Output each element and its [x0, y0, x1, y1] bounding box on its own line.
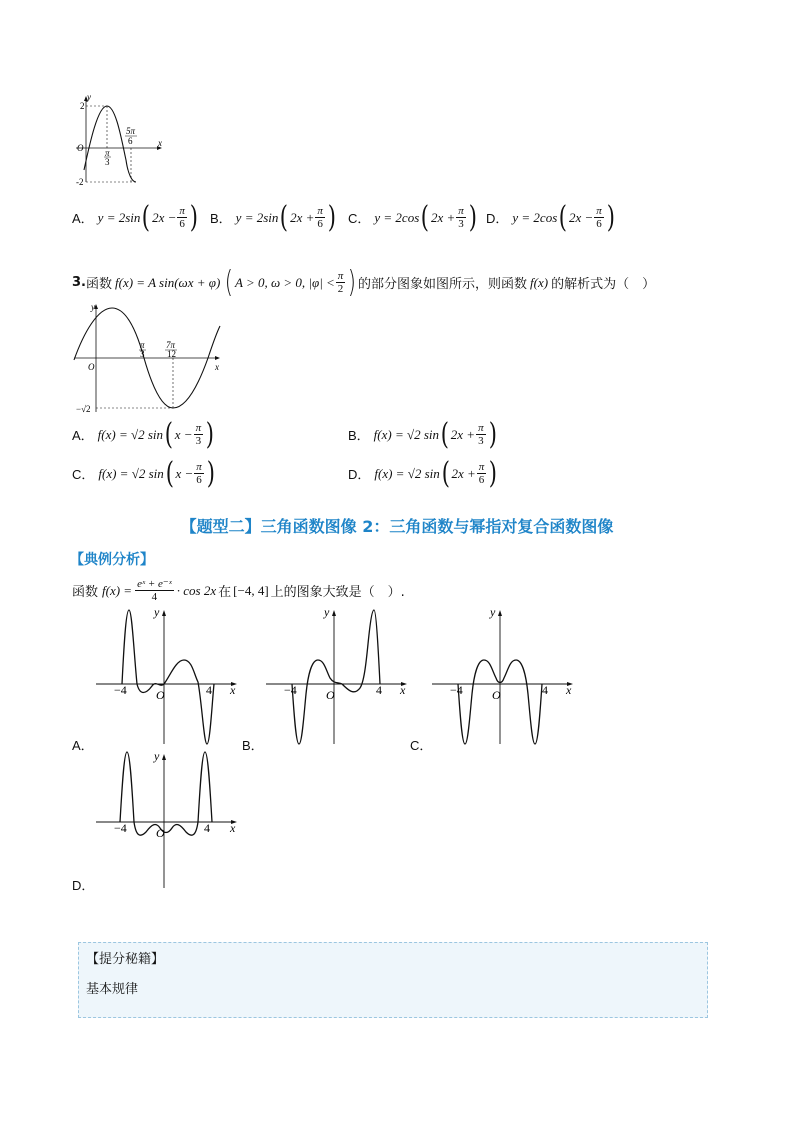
svg-text:O: O — [326, 688, 335, 702]
q3-option-d[interactable]: D． f(x) = √2 sin ( 2x + $\frac{\pi}{6}$ ) — [348, 455, 498, 491]
graph-q2 — [70, 92, 170, 192]
svg-text:y: y — [154, 605, 160, 619]
answer-graph-a — [94, 604, 244, 746]
graph2-tick1-num: π — [140, 340, 145, 350]
tip-box — [78, 942, 708, 1018]
answer-label-b[interactable]: B． — [242, 738, 264, 753]
svg-text:O: O — [492, 688, 501, 702]
svg-text:4: 4 — [206, 683, 212, 697]
answer-label-c[interactable]: C． — [410, 738, 433, 753]
graph2-tick2-num: 7π — [166, 340, 176, 350]
answer-graph-b — [264, 604, 414, 746]
svg-text:−4: −4 — [284, 683, 297, 697]
graph2-y-label: y — [91, 302, 95, 312]
answer-graph-d — [94, 748, 244, 890]
svg-text:4: 4 — [376, 683, 382, 697]
graph1-y-bottom: -2 — [76, 177, 84, 187]
q3-option-c[interactable]: C． f(x) = √2 sin ( x − $\frac{\pi}{6}$ ) — [72, 455, 215, 491]
svg-text:−4: −4 — [114, 683, 127, 697]
graph2-x-label: x — [215, 362, 219, 372]
q3-option-a[interactable]: A． f(x) = √2 sin ( x − $\frac{\pi}{3}$ ) — [72, 416, 215, 452]
sub-title: 【典例分析】 — [70, 552, 154, 568]
graph2-y-bottom: −√2 — [76, 404, 91, 414]
q3-stem: 3. 函数 f(x) = A sin(ωx + φ) ( A > 0, ω > 0, |φ| < $\frac{\pi}{2}$ ) 的部分图象如图所示，则函数 f(x) 的解析式为（ ） — [72, 264, 656, 300]
svg-text:4: 4 — [204, 821, 210, 835]
graph1-tick2-num: 5π — [126, 126, 136, 136]
graph1-x-label: x — [158, 138, 162, 148]
answer-graph-c — [430, 604, 580, 746]
tip-title: 【提分秘籍】 — [86, 952, 165, 967]
svg-text:y: y — [154, 749, 160, 763]
svg-text:x: x — [400, 683, 406, 697]
svg-text:−4: −4 — [450, 683, 463, 697]
graph1-y-top: 2 — [80, 101, 85, 111]
svg-text:y: y — [324, 605, 330, 619]
svg-text:4: 4 — [542, 683, 548, 697]
q3-number: 3. — [72, 275, 86, 290]
q3-option-b[interactable]: B． f(x) = √2 sin ( 2x + $\frac{\pi}{3}$ ) — [348, 416, 497, 452]
answer-label-d[interactable]: D． — [72, 878, 95, 893]
q2-option-d[interactable]: D． y = 2cos ( 2x − $\frac{\pi}{6}$ ) — [486, 199, 615, 235]
graph1-tick1-num: π — [105, 148, 110, 158]
tip-body: 基本规律 — [86, 982, 139, 997]
svg-text:x: x — [230, 683, 236, 697]
q2-option-b[interactable]: B． y = 2sin ( 2x + $\frac{\pi}{6}$ ) — [210, 199, 336, 235]
svg-text:x: x — [566, 683, 572, 697]
graph1-tick2-den: 6 — [128, 136, 133, 146]
graph2-origin: O — [88, 362, 95, 372]
graph1-origin: O — [77, 143, 84, 153]
svg-text:O: O — [156, 826, 165, 840]
example-stem: 函数 f(x) = $\frac{\text{eˣ + e⁻ˣ}}{4}$ · cos 2x 在 [−4, 4] 上的图象大致是（ ）. — [72, 578, 405, 603]
graph2-tick2-den: 12 — [167, 349, 176, 359]
graph1-y-label: y — [87, 92, 91, 102]
svg-text:y: y — [490, 605, 496, 619]
graph1-tick1-den: 3 — [105, 157, 110, 167]
q2-option-c[interactable]: C． y = 2cos ( 2x + $\frac{\pi}{3}$ ) — [348, 199, 477, 235]
section-title: 【题型二】三角函数图像 2：三角函数与幂指对复合函数图像 — [180, 517, 614, 536]
svg-text:O: O — [156, 688, 165, 702]
svg-text:x: x — [230, 821, 236, 835]
graph-q3 — [70, 300, 230, 418]
svg-text:−4: −4 — [114, 821, 127, 835]
answer-label-a[interactable]: A． — [72, 738, 94, 753]
q2-option-a[interactable]: A． y = 2sin ( 2x − $\frac{\pi}{6}$ ) — [72, 199, 198, 235]
graph2-tick1-den: 3 — [140, 349, 145, 359]
